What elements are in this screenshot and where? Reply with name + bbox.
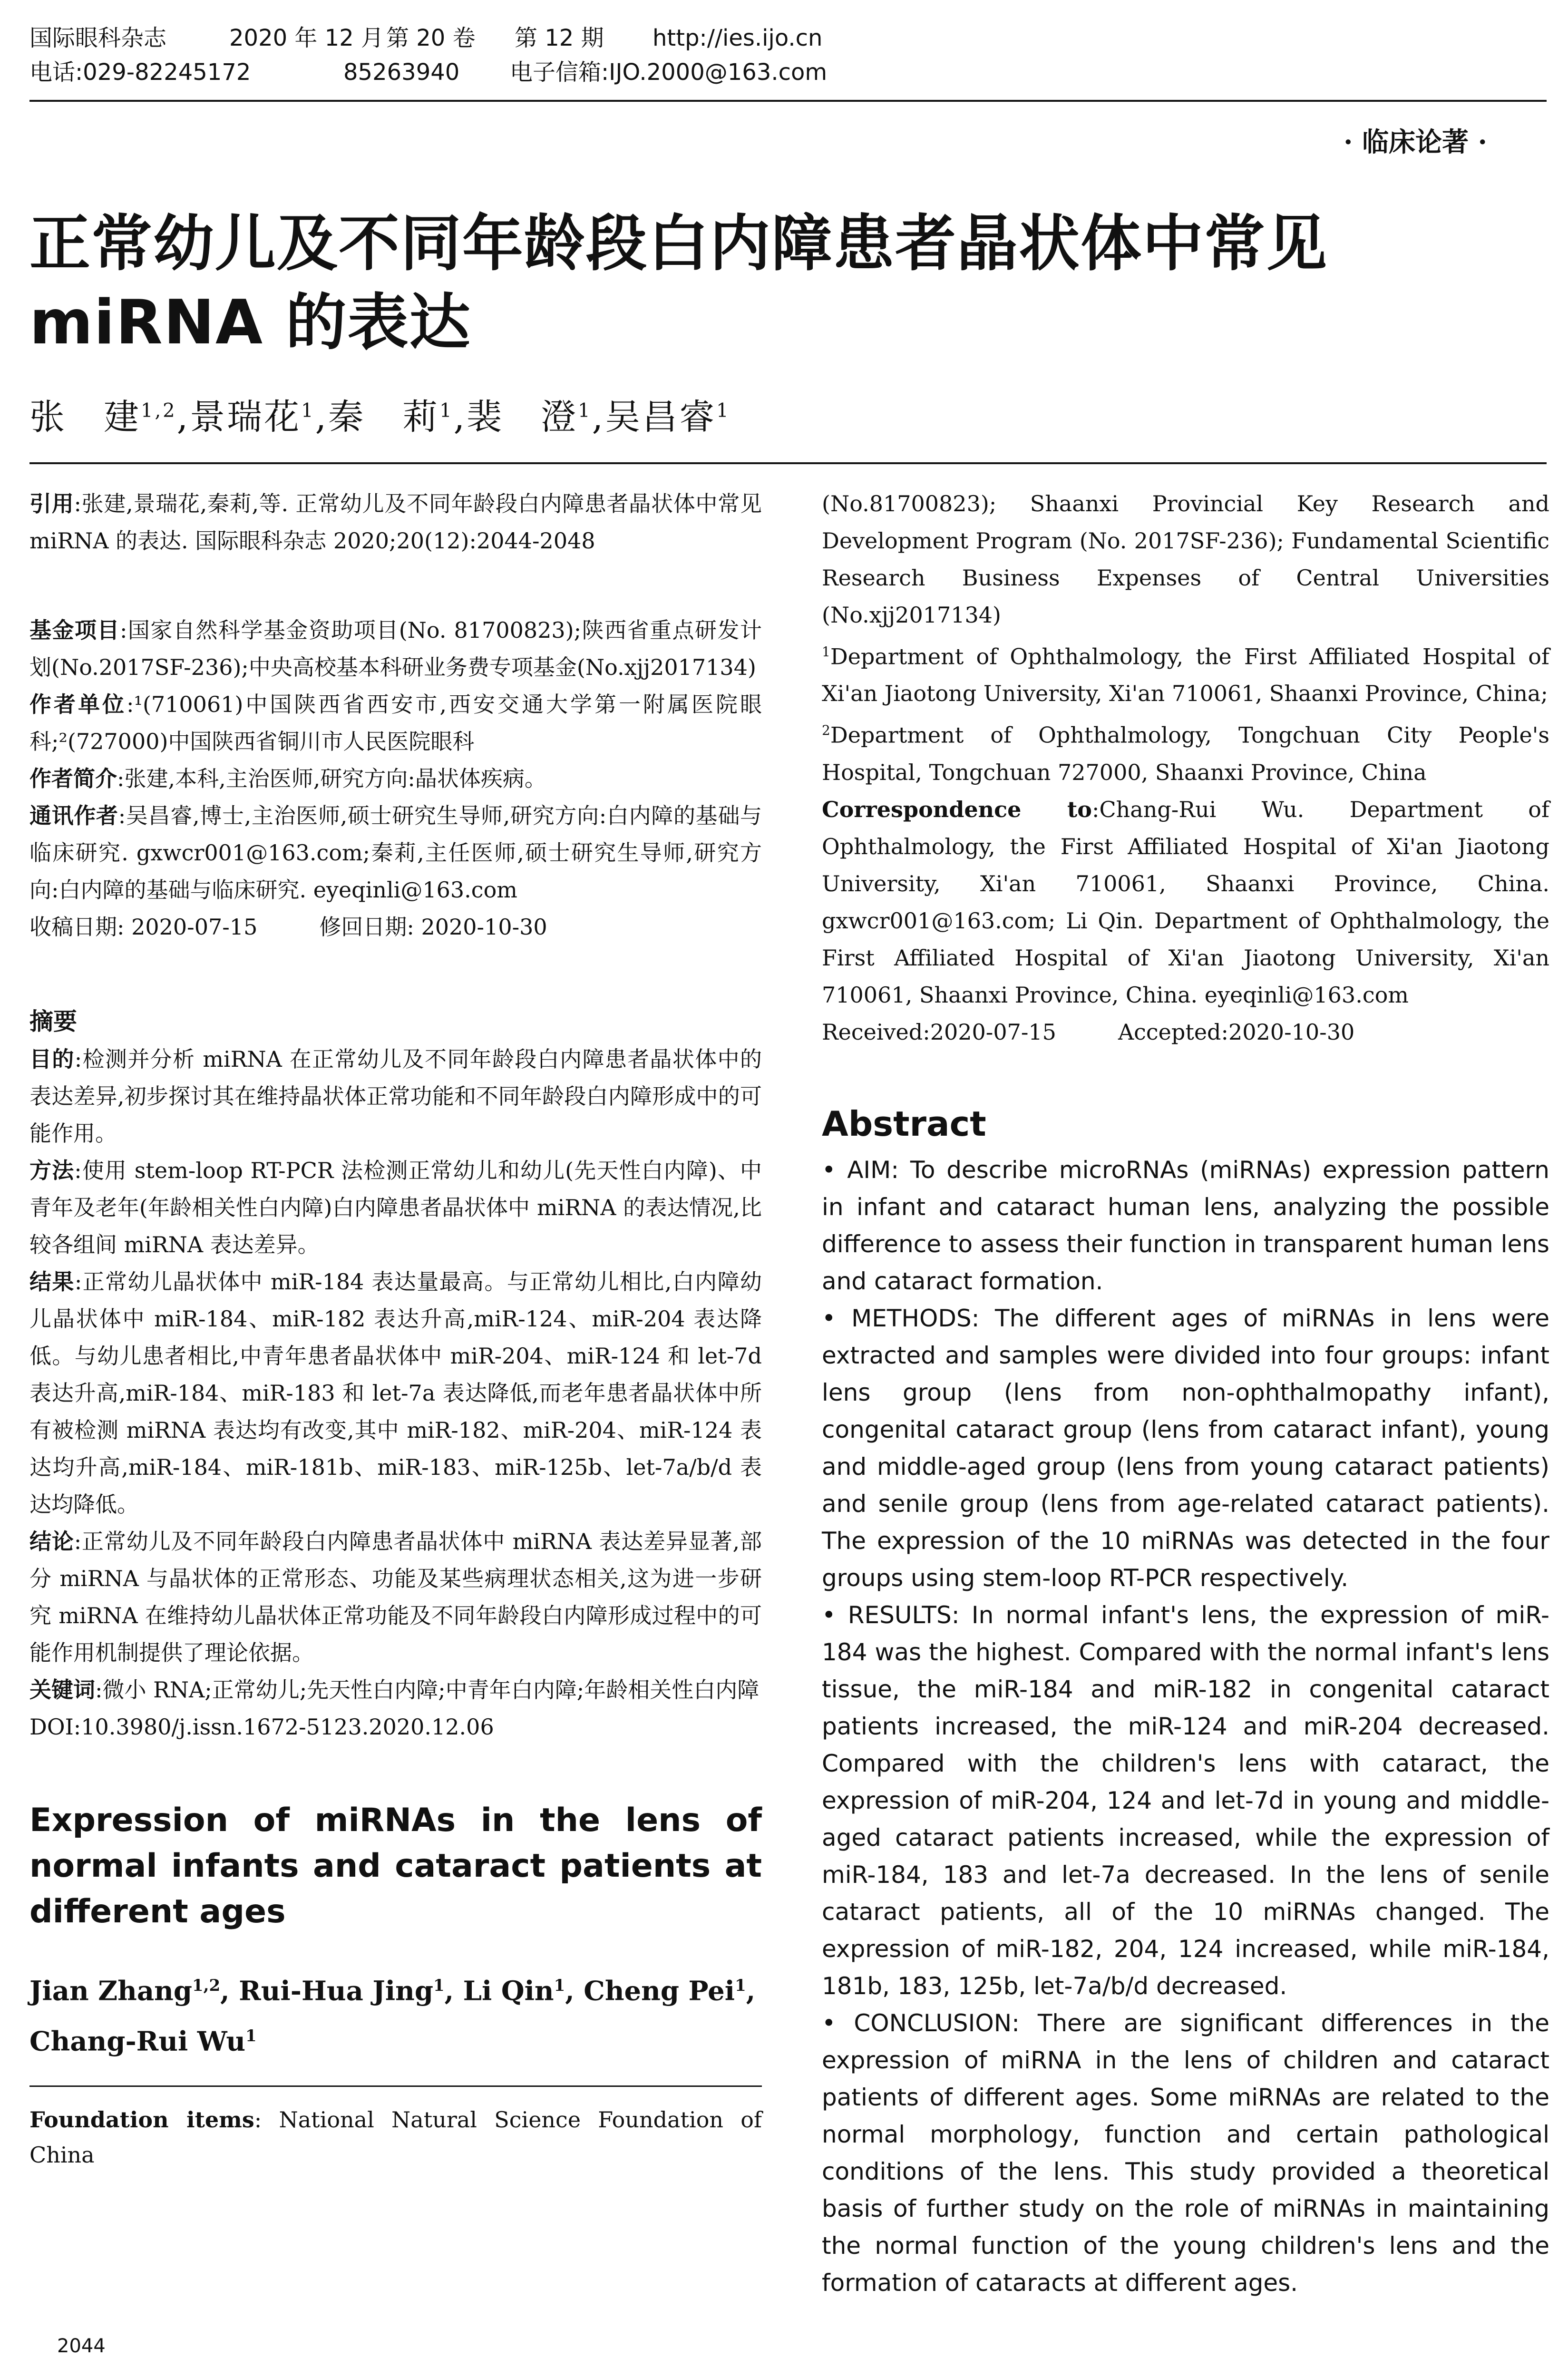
keywords-text: :微小 RNA;正常幼儿;先天性白内障;中青年白内障;年龄相关性白内障 [95, 1677, 760, 1703]
author-en-sup: 1 [554, 1976, 565, 1995]
doi[interactable]: DOI:10.3980/j.issn.1672-5123.2020.12.06 [29, 1714, 494, 1740]
author-sup: 1,2 [141, 399, 177, 422]
abstract-methods-en: • METHODS: The different ages of miRNAs in lens were extracted and samples were divided into four groups: infant lens group (lens from non-ophthalmopathy infant), congenital cataract group (lens from cataract infant), young and middle-aged group (lens from young cataract patients) and senile group (lens from age-related cataract patients). The expression of the 10 miRNAs was detected in the four groups using stem-loop RT-PCR respectively. [822, 1304, 1549, 1592]
aff-sup: 1 [822, 644, 830, 660]
author-sup: 1 [578, 399, 592, 422]
received-en: Received:2020-07-15 [822, 1019, 1056, 1045]
author: 秦 莉 [328, 397, 440, 438]
author-bio [29, 760, 762, 797]
issue-number: 第 12 期 [515, 25, 604, 51]
author: 景瑞花 [190, 397, 302, 438]
running-header [29, 21, 1547, 89]
corr-text: :吴昌睿,博士,主治医师,硕士研究生导师,研究方向:白内障的基础与临床研究. gxwcr001@163.com;秦莉,主任医师,硕士研究生导师,研究方向:白内障的基础与临床研究. eyeqinli@163.com [29, 803, 762, 903]
corr-label: 通讯作者 [29, 803, 118, 828]
issue-date: 2020 年 12 月 [229, 25, 384, 51]
phone-2: 85263940 [343, 59, 460, 86]
header-rule [29, 100, 1547, 102]
abstract-results-en: • RESULTS: In normal infant's lens, the expression of miR-184 was the highest. Compared with the normal infant's lens tissue, the miR-184 and miR-182 in congenital cataract patients increased, the miR-124 and miR-204 decreased. Compared with the children's lens with cataract, the expression of miR-204, 124 and let-7d in young and middle-aged cataract patients increased, while the expression of miR-184, 183 and let-7a decreased. In the lens of senile cataract patients, all of the 10 miRNAs changed. The expression of miR-182, 204, 124 increased, while miR-184, 181b, 183, 125b, let-7a/b/d decreased. [822, 1601, 1549, 2000]
author-sup: 1 [439, 399, 454, 422]
author-en-sup: 1 [433, 1976, 445, 1995]
abstract-aim-cn [29, 1041, 762, 1152]
author-sup: 1 [301, 399, 315, 422]
affiliation-1-text: Department of Ophthalmology, the First Affiliated Hospital of Xi'an Jiaotong University, Xi'an 710061, Shaanxi Province, China; [822, 643, 1549, 707]
author: 裴 澄 [467, 397, 578, 438]
author-en: Chang-Rui Wu [29, 2026, 246, 2057]
author: 吴昌睿 [605, 397, 717, 438]
citation [29, 485, 762, 559]
abstract-conclusion-en: • CONCLUSION: There are significant differences in the expression of miRNA in the lens of children and cataract patients of different ages. Some miRNAs are related to the normal morphology, function and certain pathological conditions of the lens. This study provided a theoretical basis of further study on the role of miRNAs in maintaining the normal function of the young children's lens and the formation of cataracts at different ages. [822, 2009, 1549, 2297]
author-en: Jian Zhang [29, 1975, 193, 2007]
article-title: 正常幼儿及不同年龄段白内障患者晶状体中常见 miRNA 的表达 [29, 208, 1328, 358]
authors-cn: 张 建$^{1,2}$,景瑞花$^1$,秦 莉$^1$,裴 澄$^1$,吴昌睿$^1$ [29, 397, 730, 438]
funding [29, 612, 762, 686]
results-label: 结果 [29, 1269, 75, 1295]
abstract-heading-cn: 摘要 [29, 1008, 77, 1035]
author-en-sup: 1,2 [192, 1976, 221, 1995]
right-column [822, 485, 1549, 2301]
authors-en: Jian Zhang$^{1,2}$, Rui-Hua Jing$^1$, Li Qin$^1$, Cheng Pei$^1$, Chang-Rui Wu$^1$ [29, 1975, 756, 2057]
received-date: 收稿日期: 2020-07-15 [29, 914, 258, 940]
correspondence-text: :Chang-Rui Wu. Department of Ophthalmology, the First Affiliated Hospital of Xi'an Jiaotong University, Xi'an 710061, Shaanxi Province, China. gxwcr001@163.com; Li Qin. Department of Ophthalmology, the First Affiliated Hospital of Xi'an Jiaotong University, Xi'an 710061, Shaanxi Province, China. eyeqinli@163.com [822, 796, 1549, 1008]
citation-label: 引用 [29, 491, 74, 516]
author-en-sup: 1 [735, 1976, 746, 1995]
affiliation-label: 作者单位 [29, 692, 127, 717]
affiliation-2-text: Department of Ophthalmology, Tongchuan City People's Hospital, Tongchuan 727000, Shaanxi Province, China [822, 722, 1549, 785]
keywords-label: 关键词 [29, 1677, 95, 1703]
foundation-label: Foundation items [29, 2107, 254, 2133]
bio-label: 作者简介 [29, 766, 117, 791]
journal-email[interactable]: 电子信箱:IJO.2000@163.com [510, 59, 828, 86]
affiliation-text: :¹(710061)中国陕西省西安市,西安交通大学第一附属医院眼科;²(727000)中国陕西省铜川市人民医院眼科 [29, 692, 762, 754]
affiliation-1 [822, 633, 1549, 712]
dates-en [822, 1013, 1549, 1051]
volume: 第 20 卷 [386, 25, 476, 51]
bio-text: :张建,本科,主治医师,研究方向:晶状体疾病。 [117, 766, 546, 791]
foundation-continued: (No.81700823); Shaanxi Provincial Key Research and Development Program (No. 2017SF-236); Fundamental Scientific Research Business Expenses of Central Universities (No.xjj2017134) [822, 491, 1549, 628]
corresponding-author [29, 797, 762, 908]
section-tag: · 临床论著 · [1344, 127, 1487, 158]
journal-name: 国际眼科杂志 [29, 25, 167, 51]
left-column [29, 485, 762, 2172]
journal-url[interactable]: http://ies.ijo.cn [653, 25, 823, 51]
author-en: Rui-Hua Jing [239, 1975, 433, 2007]
author-en-sup: 1 [245, 2026, 257, 2046]
authors-rule [29, 462, 1547, 464]
page-number: 2044 [57, 2335, 106, 2357]
author: 张 建 [29, 397, 141, 438]
methods-text: :使用 stem-loop RT-PCR 法检测正常幼儿和幼儿(先天性白内障)、中青年及老年(年龄相关性白内障)白内障患者晶状体中 miRNA 的表达情况,比较各组间 miRNA 表达差异。 [29, 1158, 762, 1257]
correspondence [822, 791, 1549, 1013]
conclusion-label: 结论 [29, 1529, 74, 1554]
funding-label: 基金项目 [29, 617, 120, 643]
footnote-rule [29, 2085, 762, 2087]
keywords-cn [29, 1671, 762, 1708]
abstract-conclusion-cn [29, 1523, 762, 1671]
revised-date: 修回日期: 2020-10-30 [319, 914, 547, 940]
aim-text: :检测并分析 miRNA 在正常幼儿及不同年龄段白内障患者晶状体中的表达差异,初步探讨其在维持晶状体正常功能和不同年龄段白内障形成中的可能作用。 [29, 1046, 762, 1146]
funding-text: :国家自然科学基金资助项目(No. 81700823);陕西省重点研发计划(No.2017SF-236);中央高校基本科研业务费专项基金(No.xjj2017134) [29, 617, 762, 680]
citation-text: :张建,景瑞花,秦莉,等. 正常幼儿及不同年龄段白内障患者晶状体中常见 miRNA 的表达. 国际眼科杂志 2020;20(12):2044-2048 [29, 491, 762, 554]
aim-label: 目的 [29, 1046, 75, 1072]
conclusion-text: :正常幼儿及不同年龄段白内障患者晶状体中 miRNA 表达差异显著,部分 miRNA 与晶状体的正常形态、功能及某些病理状态相关,这为进一步研究 miRNA 在维持幼儿晶状体正常功能及不同年龄段白内障形成过程中的可能作用机制提供了理论依据。 [29, 1529, 762, 1666]
abstract-results-cn [29, 1263, 762, 1523]
affiliation [29, 686, 762, 760]
methods-label: 方法 [29, 1158, 75, 1183]
foundation-en [29, 2102, 762, 2172]
dates-cn [29, 908, 762, 945]
author-en: Li Qin [463, 1975, 554, 2007]
foundation-text: : National Natural Science Foundation of China [29, 2107, 762, 2168]
accepted-en: Accepted:2020-10-30 [1118, 1019, 1355, 1045]
author-en: Cheng Pei [584, 1975, 735, 2007]
abstract-heading-en: Abstract [822, 1103, 986, 1144]
affiliation-2 [822, 712, 1549, 790]
results-text: :正常幼儿晶状体中 miR-184 表达量最高。与正常幼儿相比,白内障幼儿晶状体中 miR-184、miR-182 表达升高,miR-124、miR-204 表达降低。与幼儿患者相比,中青年患者晶状体中 miR-204、miR-124 和 let-7d 表达升高,miR-184、miR-183 和 let-7a 表达降低,而老年患者晶状体中所有被检测 miRNA 表达均有改变,其中 miR-182、miR-204、miR-124 表达均升高,miR-184、miR-181b、miR-183、miR-125b、let-7a/b/d 表达均降低。 [29, 1269, 762, 1517]
author-sup: 1 [716, 399, 730, 422]
aff-sup: 2 [822, 722, 830, 739]
abstract-aim-en: • AIM: To describe microRNAs (miRNAs) expression pattern in infant and cataract human lens, analyzing the possible difference to assess their function in transparent human lens and cataract formation. [822, 1156, 1549, 1295]
english-title: Expression of miRNAs in the lens of normal infants and cataract patients at different ages [29, 1802, 762, 1930]
correspondence-label: Correspondence to [822, 796, 1092, 822]
phone: 电话:029-82245172 [29, 59, 251, 86]
abstract-methods-cn [29, 1152, 762, 1263]
